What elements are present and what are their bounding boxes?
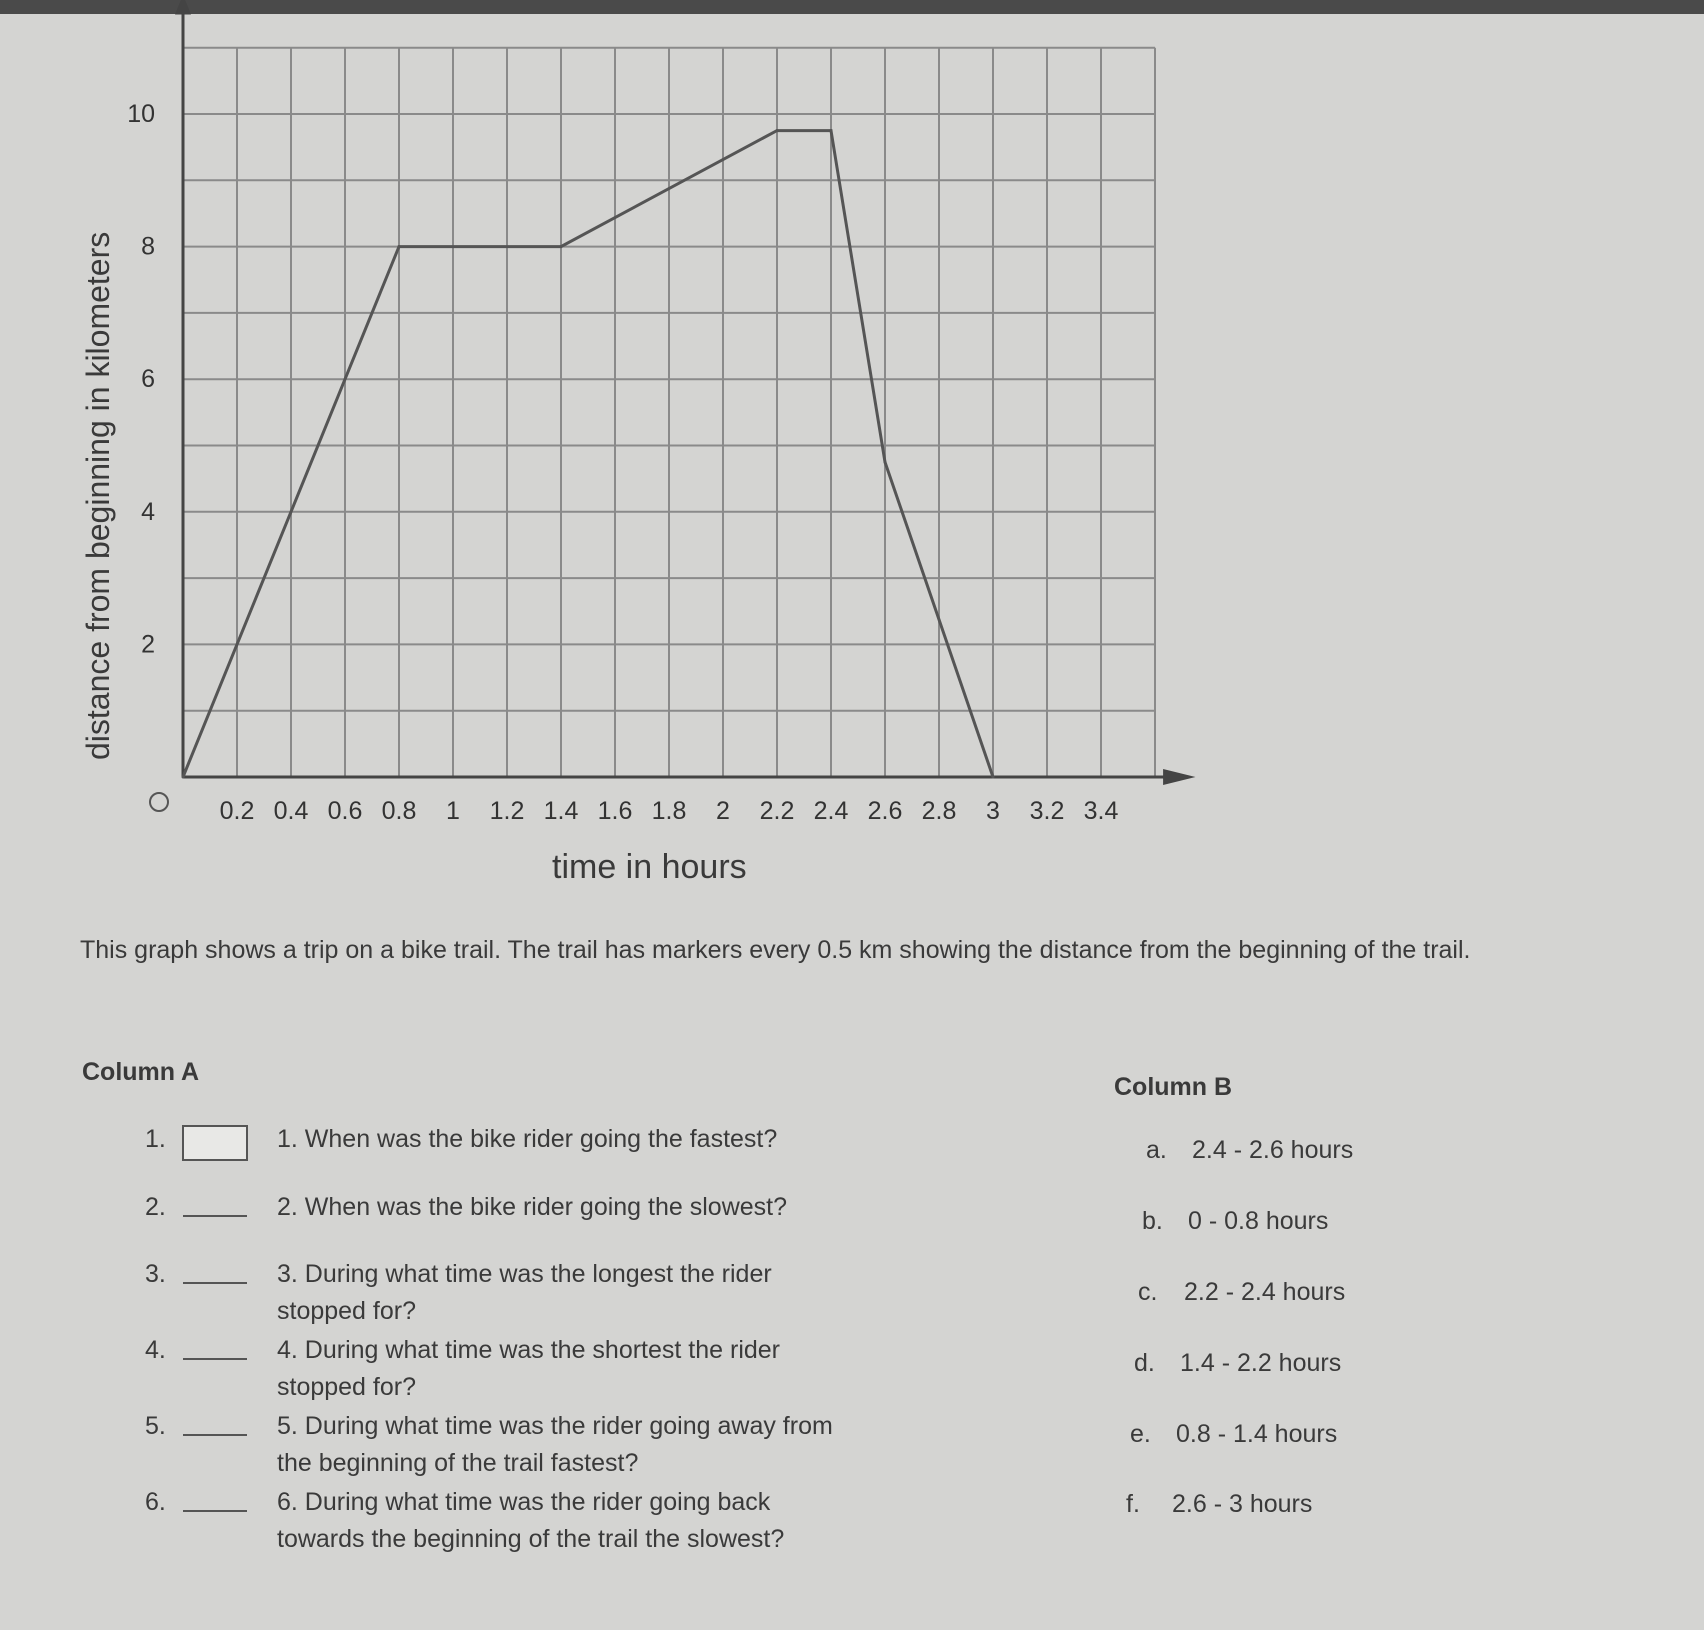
y-tick-label: 10 xyxy=(127,100,155,128)
answer-number: 1. xyxy=(145,1125,166,1153)
answer-number: 4. xyxy=(145,1336,166,1364)
answer-number: 3. xyxy=(145,1260,166,1288)
answer-blank[interactable] xyxy=(183,1215,247,1217)
data-point xyxy=(776,129,779,132)
option-letter: d. xyxy=(1134,1349,1155,1377)
x-tick-label: 1.4 xyxy=(543,797,579,825)
y-tick-label: 6 xyxy=(141,365,155,394)
question-text: 5. During what time was the rider going away from xyxy=(277,1412,833,1440)
x-tick-label: 0.4 xyxy=(273,797,309,825)
question-text: 6. During what time was the rider going back xyxy=(277,1488,771,1516)
y-tick-label: 4 xyxy=(141,497,155,526)
origin-clock-icon xyxy=(150,793,168,811)
x-tick-label: 3.2 xyxy=(1029,797,1065,825)
answer-box[interactable] xyxy=(182,1125,248,1161)
option-letter: f. xyxy=(1126,1490,1140,1518)
option-letter: c. xyxy=(1138,1278,1158,1306)
question-text-cont: the beginning of the trail fastest? xyxy=(277,1449,639,1477)
answer-number: 2. xyxy=(145,1193,166,1221)
data-point xyxy=(830,129,833,132)
description: This graph shows a trip on a bike trail. The trail has markers every 0.5 km showing the distance from the beginning of the trail. xyxy=(80,936,1471,964)
x-tick-label: 1.6 xyxy=(597,797,633,825)
option-text: 0 - 0.8 hours xyxy=(1188,1207,1329,1235)
x-tick-label: 1.2 xyxy=(489,797,525,825)
y-axis-label: distance from beginning in kilometers xyxy=(80,231,116,760)
x-tick-label: 2.6 xyxy=(867,797,903,825)
column-b-title: Column B xyxy=(1114,1073,1233,1101)
option-text: 2.6 - 3 hours xyxy=(1172,1490,1313,1518)
question-text: 4. During what time was the shortest the rider xyxy=(277,1336,781,1364)
question-text-cont: stopped for? xyxy=(277,1373,416,1401)
x-axis-arrow-icon xyxy=(1163,769,1195,785)
column-a-title: Column A xyxy=(82,1058,200,1086)
trip-line xyxy=(183,131,993,777)
data-point xyxy=(992,776,995,779)
option-text: 0.8 - 1.4 hours xyxy=(1176,1420,1338,1448)
option-text: 1.4 - 2.2 hours xyxy=(1180,1349,1342,1377)
x-tick-label: 0.2 xyxy=(219,797,255,825)
question-text-cont: towards the beginning of the trail the slowest? xyxy=(277,1525,785,1553)
answer-number: 6. xyxy=(145,1488,166,1516)
x-tick-label: 1 xyxy=(446,797,460,825)
option-text: 2.4 - 2.6 hours xyxy=(1192,1136,1354,1164)
data-point xyxy=(884,461,887,464)
option-letter: b. xyxy=(1142,1207,1163,1235)
y-tick-label: 2 xyxy=(141,630,155,659)
data-point xyxy=(182,776,185,779)
x-axis-label: time in hours xyxy=(552,848,747,886)
answer-blank[interactable] xyxy=(183,1434,247,1436)
answer-blank[interactable] xyxy=(183,1358,247,1360)
question-text: 3. During what time was the longest the rider xyxy=(277,1260,772,1288)
answer-blank[interactable] xyxy=(183,1510,247,1512)
data-point xyxy=(398,245,401,248)
data-point xyxy=(560,245,563,248)
x-tick-label: 2.2 xyxy=(759,797,795,825)
question-text: 1. When was the bike rider going the fastest? xyxy=(277,1125,778,1153)
x-tick-label: 2.4 xyxy=(813,797,849,825)
y-tick-label: 8 xyxy=(141,232,155,261)
x-tick-label: 1.8 xyxy=(651,797,687,825)
question-text-cont: stopped for? xyxy=(277,1297,416,1325)
option-letter: a. xyxy=(1146,1136,1167,1164)
option-letter: e. xyxy=(1130,1420,1151,1448)
x-tick-label: 0.8 xyxy=(381,797,417,825)
answer-blank[interactable] xyxy=(183,1282,247,1284)
x-tick-label: 2.8 xyxy=(921,797,957,825)
x-tick-label: 3.4 xyxy=(1083,797,1119,825)
option-text: 2.2 - 2.4 hours xyxy=(1184,1278,1346,1306)
x-tick-label: 0.6 xyxy=(327,797,363,825)
question-text: 2. When was the bike rider going the slowest? xyxy=(277,1193,787,1221)
x-tick-label: 2 xyxy=(716,797,730,825)
answer-number: 5. xyxy=(145,1412,166,1440)
y-axis-arrow-icon xyxy=(175,0,191,15)
x-tick-label: 3 xyxy=(986,797,1000,825)
